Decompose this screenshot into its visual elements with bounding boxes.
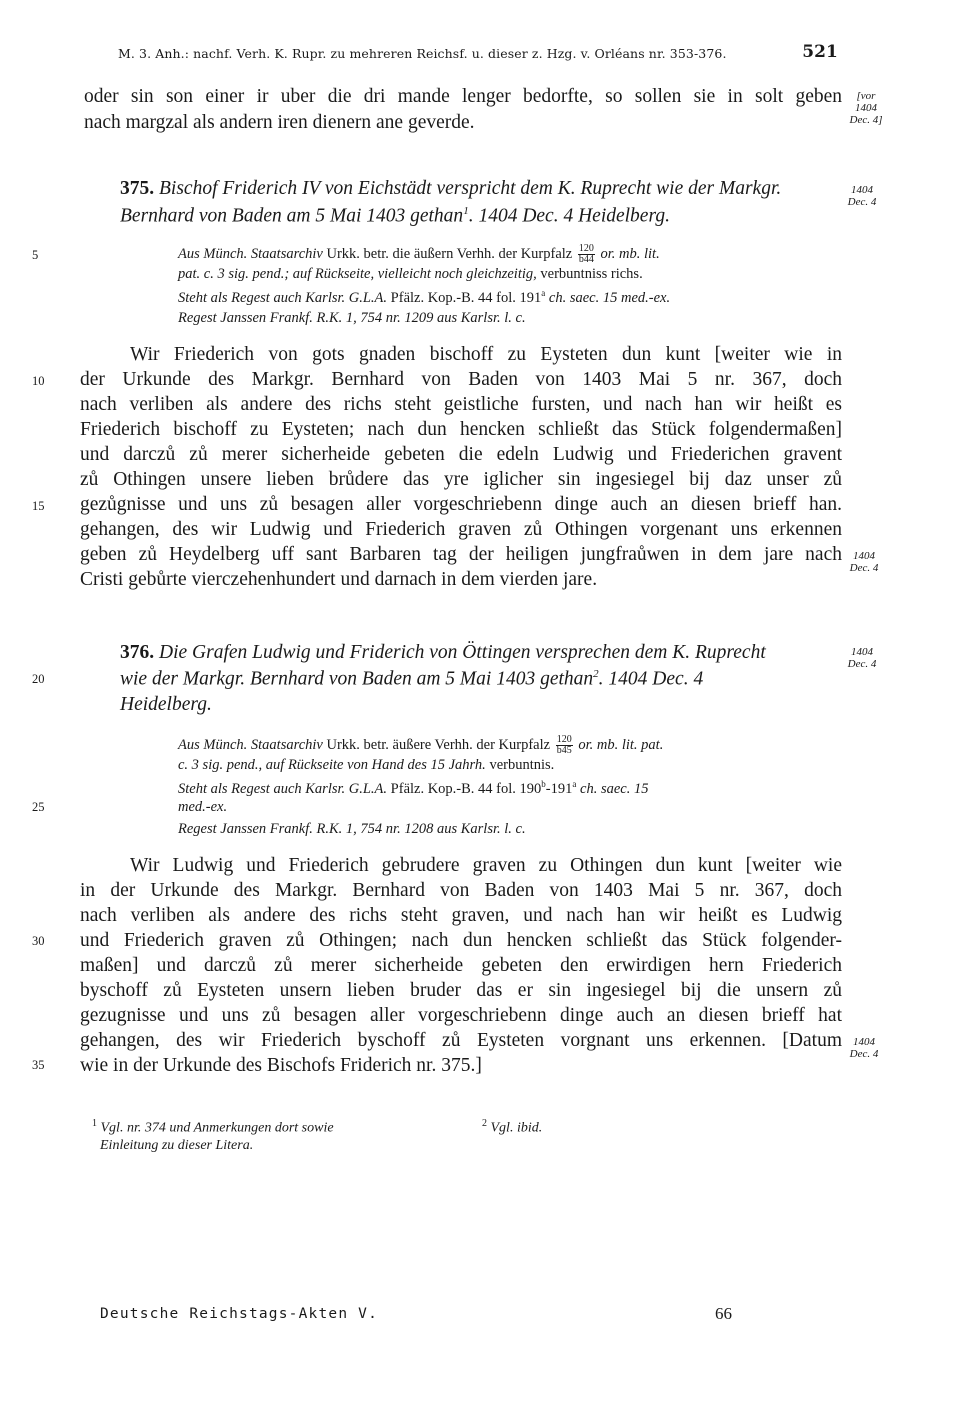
shelfmark-fraction: $\frac{120}{b44}$	[578, 243, 594, 265]
running-head-text: M. 3. Anh.: nachf. Verh. K. Rupr. zu mehreren Reichsf. u. dieser z. Hzg. v. Orléans nr. 353-376.	[118, 46, 727, 61]
doc376-text-line: und Friederich graven zů Othingen; nach dun hencken schließt das Stück folgender-	[80, 930, 842, 951]
doc375-text-line: nach verliben als andere des richs steht geistliche fursten, und nach han wir heißt es	[80, 394, 842, 415]
doc375-text-line: Friederich bischoff zu Eysteten; nach dun hencken schließt das Stück folgendermaßen]	[80, 419, 842, 440]
doc376-heading	[120, 642, 766, 664]
doc376-title: Die Grafen Ludwig und Friderich von Öttingen versprechen dem K. Ruprecht	[159, 642, 766, 663]
doc375-text-line: und darczů zů merer sicherheide gebeten die edeln Ludwig und Friederichen gravent	[80, 444, 842, 465]
doc375-source-line: Regest Janssen Frankf. R.K. 1, 754 nr. 1209 aus Karlsr. l. c.	[178, 310, 526, 326]
doc376-text-line: maßen] und darczů zů merer sicherheide gebeten den erwirdigen hern Friederich	[80, 955, 842, 976]
footnote-1: $^1$ Vgl. nr. 374 und Anmerkungen dort sowie	[92, 1118, 334, 1136]
doc375-number: 375.	[120, 178, 155, 199]
footnote-ref: 1	[463, 205, 469, 217]
doc376-heading-line3: Heidelberg.	[120, 694, 212, 715]
line-number: 15	[32, 499, 45, 513]
margin-date: 1404 Dec. 4	[847, 184, 877, 209]
top-paragraph-line: nach margzal als andern iren dienern ane geverde.	[84, 112, 475, 133]
printer-signature: Deutsche Reichstags-Akten V.	[100, 1306, 379, 1322]
line-number: 30	[32, 934, 45, 948]
doc376-text-line: wie in der Urkunde des Bischofs Friderich nr. 375.]	[80, 1055, 482, 1076]
doc375-text-line: der Urkunde des Markgr. Bernhard von Baden von 1403 Mai 5 nr. 367, doch	[80, 369, 842, 390]
shelfmark-fraction: $\frac{120}{b45}$	[556, 734, 572, 756]
doc376-number: 376.	[120, 642, 155, 663]
doc375-text-line: gehangen, des wir Ludwig und Friederich graven zů Othingen vorgenant uns erkennen	[80, 519, 842, 540]
doc376-text-line: gehangen, des wir Friederich byschoff zů Eysteten vorgnant uns erkennen. [Datum	[80, 1030, 842, 1051]
line-number: 20	[32, 672, 45, 686]
doc375-source-line: Aus Münch. Staatsarchiv Urkk. betr. die äußern Verhh. der Kurpfalz $\frac{120}{b44}$ or. mb. lit.	[178, 243, 660, 265]
doc376-source-line: med.-ex.	[178, 799, 228, 815]
doc375-text-line: zů Othingen unsere lieben brůdere das yre iglicher sin ingesiegel bij daz unser zů	[80, 469, 842, 490]
doc376-text-line: byschoff zů Eysteten unsern lieben bruder das er sin ingesiegel bij die unsern zů	[80, 980, 842, 1001]
doc376-source-line: Regest Janssen Frankf. R.K. 1, 754 nr. 1208 aus Karlsr. l. c.	[178, 821, 526, 837]
doc376-text-line: in der Urkunde des Markgr. Bernhard von Baden von 1403 Mai 5 nr. 367, doch	[80, 880, 842, 901]
doc375-heading-line2: Bernhard von Baden am 5 Mai 1403 gethan$^1$. 1404 Dec. 4 Heidelberg.	[120, 205, 670, 227]
margin-date: 1404 Dec. 4	[849, 1036, 879, 1061]
line-number: 25	[32, 800, 45, 814]
doc376-text-line: Wir Ludwig und Friederich gebrudere graven zu Othingen dun kunt [weiter wie	[130, 855, 842, 876]
line-number: 10	[32, 374, 45, 388]
footnote-1-cont: Einleitung zu dieser Litera.	[100, 1138, 254, 1153]
running-head	[118, 42, 838, 62]
doc375-heading	[120, 178, 781, 200]
sheet-number: 66	[715, 1304, 732, 1323]
margin-date: [vor 1404 Dec. 4]	[849, 90, 883, 127]
margin-date: 1404 Dec. 4	[849, 550, 879, 575]
doc375-source-line: Steht als Regest auch Karlsr. G.L.A. Pfälz. Kop.-B. 44 fol. 191$^a$ ch. saec. 15 med.-ex.	[178, 288, 671, 306]
doc375-text-line: gezůgnisse und uns zů besagen aller vorgeschriebenn dinge auch an diesen brieff han.	[80, 494, 842, 515]
line-number: 35	[32, 1058, 45, 1072]
doc376-text-line: gezugnisse und uns zů besagen aller vorgeschriebenn dinge auch an diesen brieff hat	[80, 1005, 842, 1026]
doc376-heading-line2: wie der Markgr. Bernhard von Baden am 5 Mai 1403 gethan$^2$. 1404 Dec. 4	[120, 668, 704, 690]
doc376-source-line: c. 3 sig. pend., auf Rückseite von Hand des 15 Jahrh. verbuntnis.	[178, 757, 555, 773]
doc375-text-line: Wir Friederich von gots gnaden bischoff zu Eysteten dun kunt [weiter wie in	[130, 344, 842, 365]
doc376-text-line: nach verliben als andere des richs steht graven, und nach han wir heißt es Ludwig	[80, 905, 842, 926]
page-number: 521	[802, 42, 838, 62]
doc376-source-line: Aus Münch. Staatsarchiv Urkk. betr. äußere Verhh. der Kurpfalz $\frac{120}{b45}$ or. mb. lit. pat.	[178, 734, 664, 756]
top-paragraph-line: oder sin son einer ir uber die dri mande lenger bedorfte, so sollen sie in solt geben	[84, 86, 842, 107]
margin-date: 1404 Dec. 4	[847, 646, 877, 671]
footnote-ref: 2	[593, 668, 599, 680]
doc375-source-line: pat. c. 3 sig. pend.; auf Rückseite, vielleicht noch gleichzeitig, verbuntniss richs.	[178, 266, 643, 282]
doc376-source-line: Steht als Regest auch Karlsr. G.L.A. Pfälz. Kop.-B. 44 fol. 190$^b$-191$^a$ ch. saec. 15	[178, 779, 649, 797]
doc375-text-line: geben zů Heydelberg uff sant Barbaren tag der heiligen jungfraůwen in dem jare nach	[80, 544, 842, 565]
line-number: 5	[32, 248, 39, 262]
doc375-text-line: Cristi gebůrte vierczehenhundert und darnach in dem vierden jare.	[80, 569, 598, 590]
doc375-title: Bischof Friderich IV von Eichstädt verspricht dem K. Ruprecht wie der Markgr.	[159, 178, 782, 199]
footnote-2: $^2$ Vgl. ibid.	[482, 1118, 543, 1136]
